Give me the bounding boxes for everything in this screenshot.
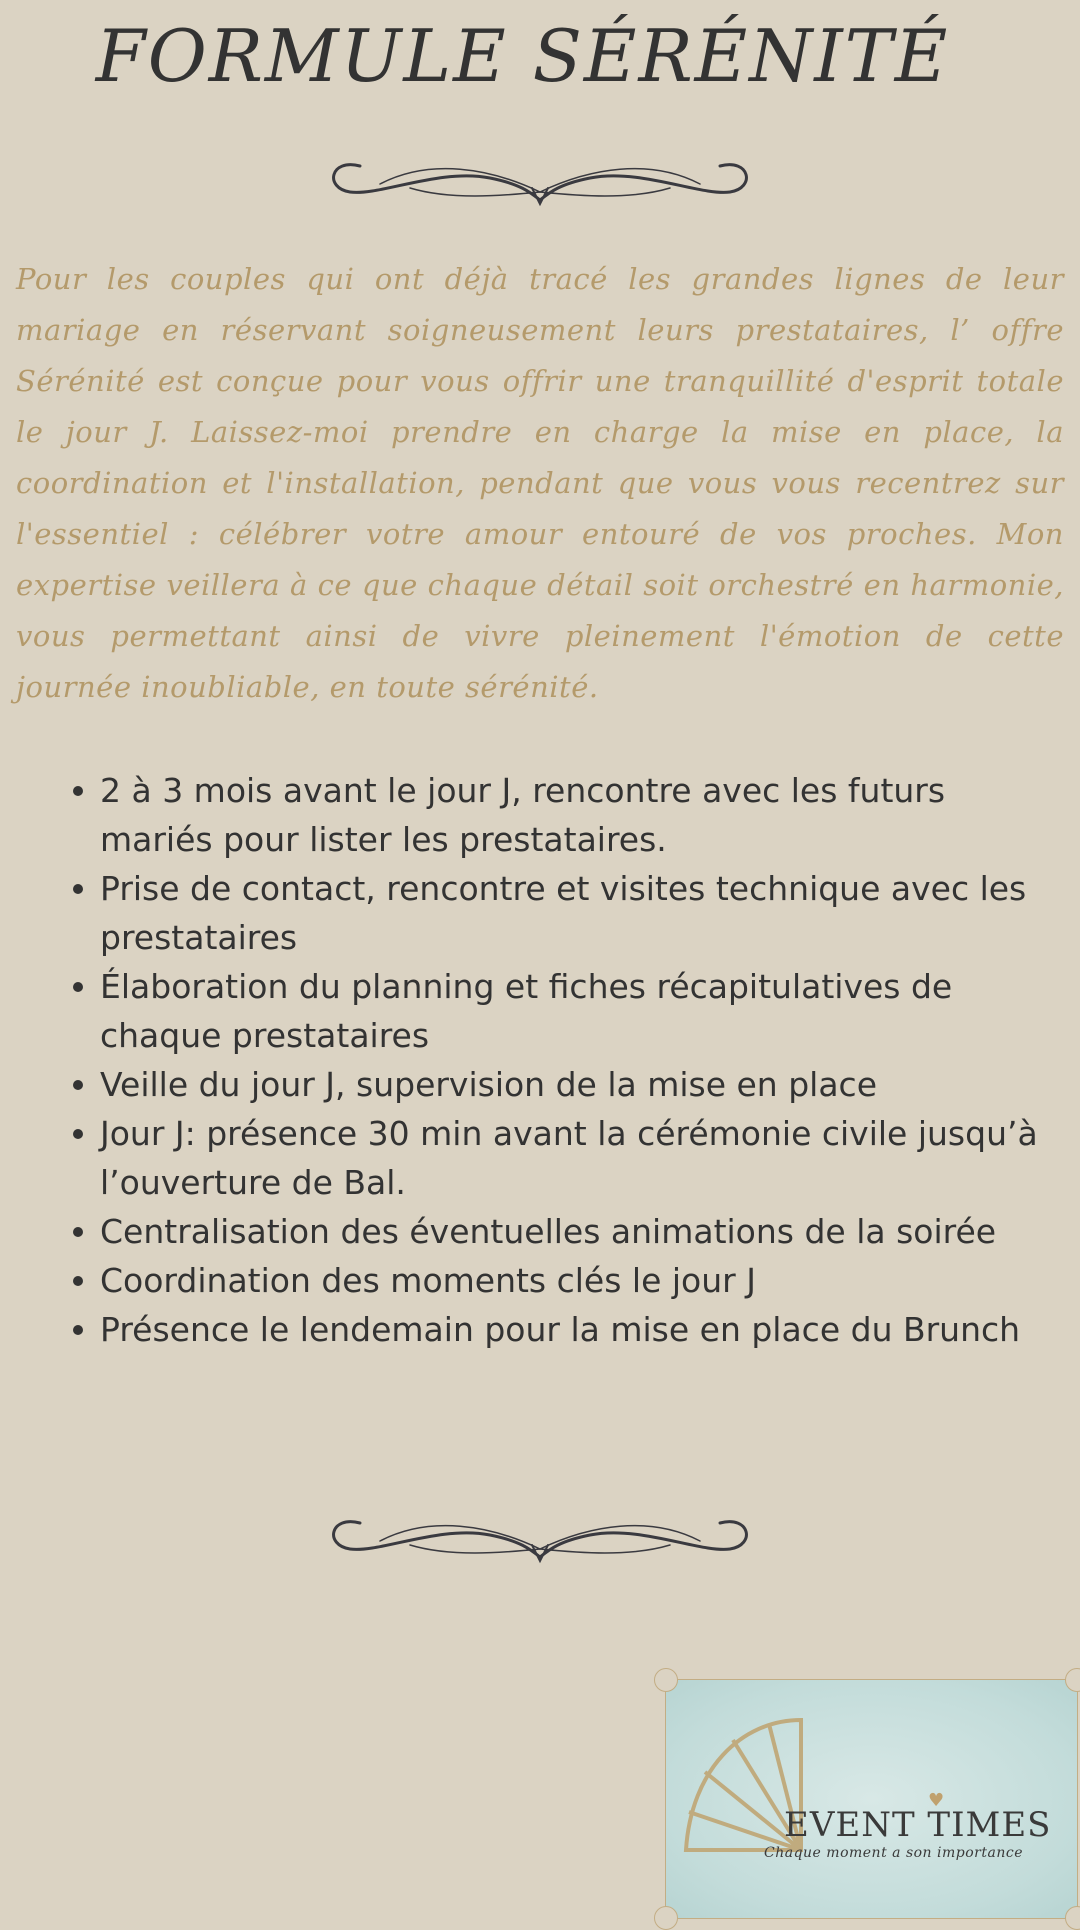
list-item: Centralisation des éventuelles animations de la soirée [100,1207,1040,1256]
list-item: Présence le lendemain pour la mise en place du Brunch [100,1305,1040,1354]
list-item: Veille du jour J, supervision de la mise en place [100,1060,1040,1109]
brand-name: EVENT TIMES [784,1805,1052,1845]
list-item: Jour J: présence 30 min avant la cérémonie civile jusqu’à l’ouverture de Bal. [100,1109,1040,1207]
list-item: Coordination des moments clés le jour J [100,1256,1040,1305]
page-title: FORMULE SÉRÉNITÉ [95,14,950,98]
list-item: Prise de contact, rencontre et visites technique avec les prestataires [100,864,1040,962]
brand-tagline: Chaque moment a son importance [764,1845,1023,1861]
brand-logo-card [665,1679,1078,1919]
intro-paragraph: Pour les couples qui ont déjà tracé les grandes lignes de leur mariage en réservant soigneusement leurs prestataires, l’ offre Sérénité est conçue pour vous offrir une tranquillité d'esprit totale le jour J. Laissez-moi prendre en charge la mise en place, la coordination et l'installation, pendant que vous vous recentrez sur l'essentiel : célébrer votre amour entouré de vos proches. Mon expertise veillera à ce que chaque détail soit orchestré en harmonie, vous permettant ainsi de vivre pleinement l'émotion de cette journée inoubliable, en toute sérénité. [16,262,1064,704]
list-item: 2 à 3 mois avant le jour J, rencontre avec les futurs mariés pour lister les prestataires. [100,766,1040,864]
flourish-divider-icon [320,1505,760,1565]
service-list [0,766,1040,1354]
flourish-divider-icon [320,148,760,208]
list-item: Élaboration du planning et fiches récapitulatives de chaque prestataires [100,962,1040,1060]
heart-icon: ♥ [928,1790,945,1811]
